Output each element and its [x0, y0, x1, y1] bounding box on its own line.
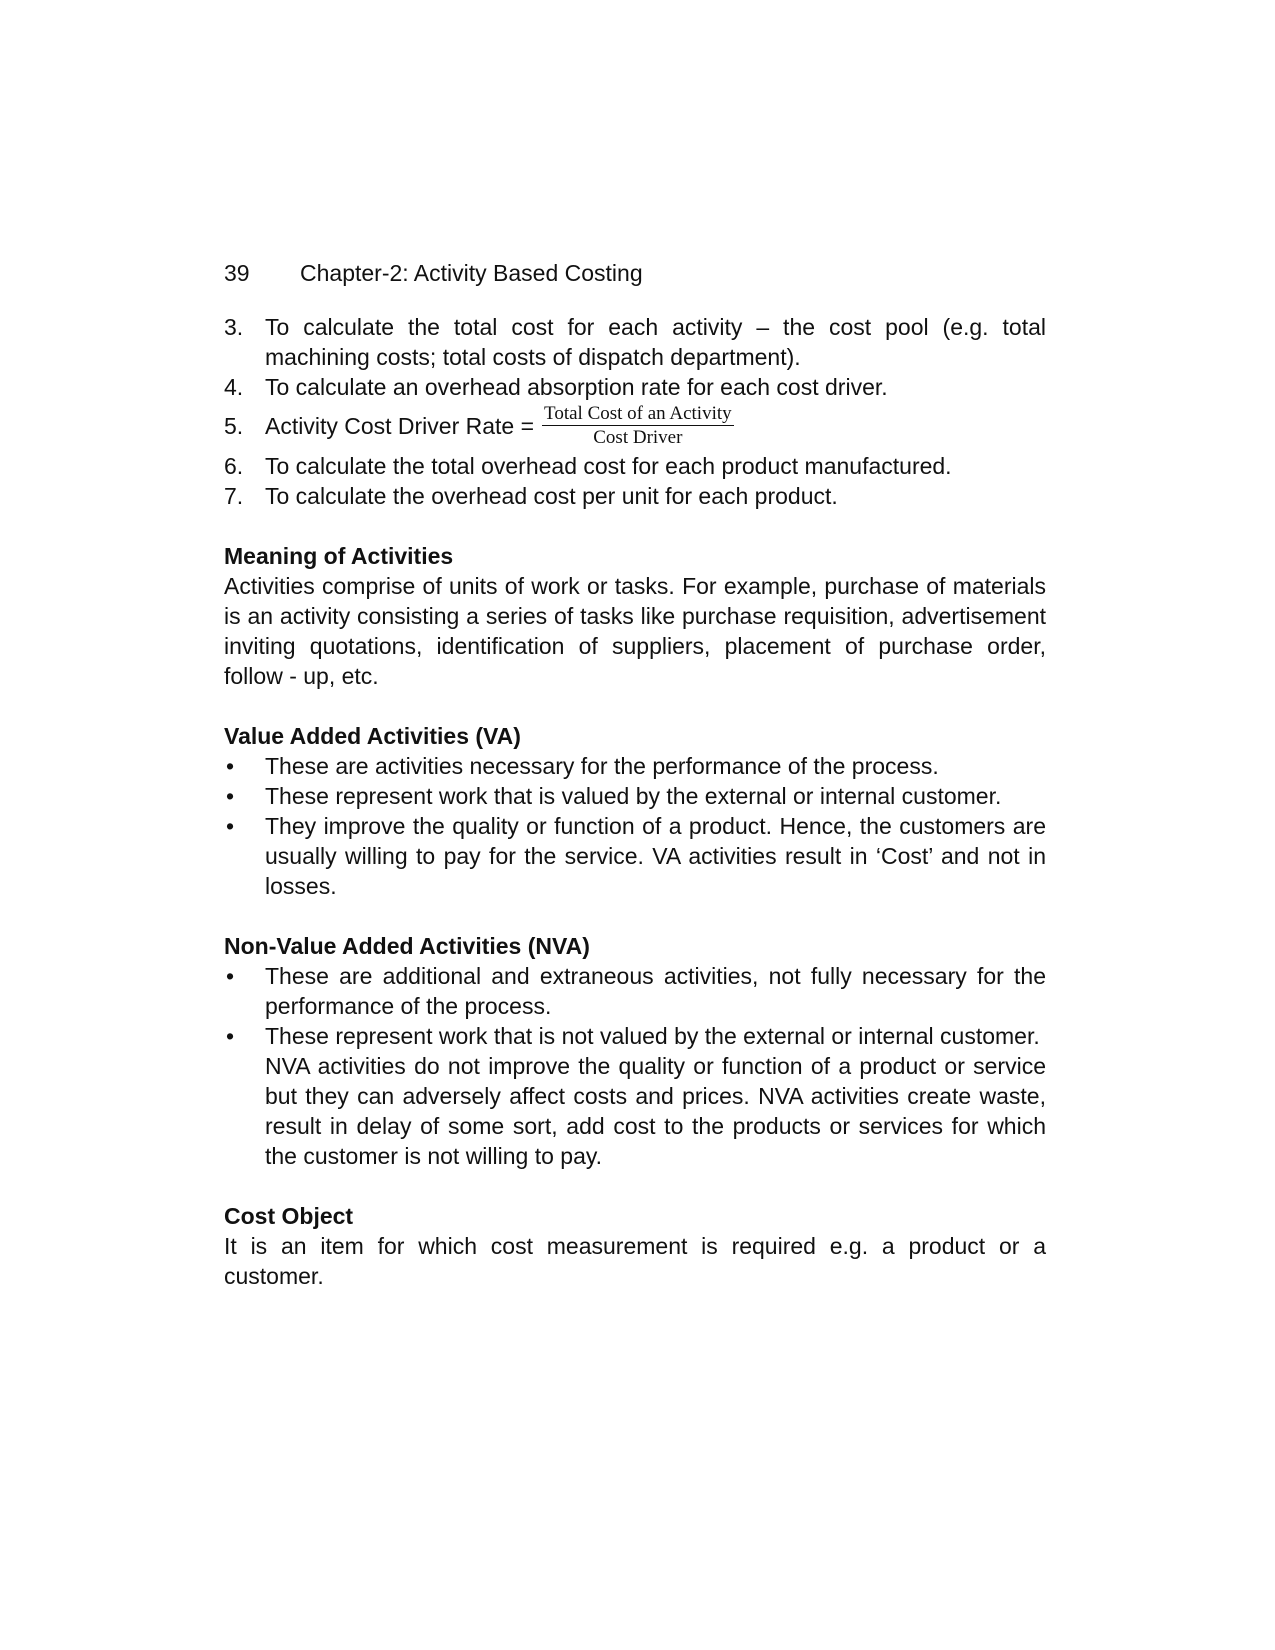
item-text: To calculate an overhead absorption rate for each cost driver. [265, 374, 888, 400]
list-item [224, 451, 1046, 481]
bullet-item [224, 811, 1046, 901]
page-header [224, 258, 1046, 288]
item-text: To calculate the overhead cost per unit for each product. [265, 483, 838, 509]
bullet-text: These represent work that is valued by the external or internal customer. [265, 783, 1002, 809]
bullet-icon: • [226, 1023, 235, 1049]
item-number: 4. [224, 374, 244, 400]
bullet-item [224, 751, 1046, 781]
item-number: 7. [224, 483, 244, 509]
bullet-text: They improve the quality or function of a product. Hence, the customers are usually willing to pay for the service. VA activities result in ‘Cost’ and not in losses. [265, 813, 1046, 899]
item-number: 5. [224, 413, 244, 439]
va-bullet-list [224, 751, 1046, 901]
cost-object-paragraph: It is an item for which cost measurement is required e.g. a product or a customer. [224, 1233, 1046, 1289]
formula-denominator: Cost Driver [593, 427, 683, 448]
bullet-text: These represent work that is not valued by the external or internal customer. [265, 1023, 1040, 1049]
bullet-text: These are activities necessary for the performance of the process. [265, 753, 939, 779]
section-heading-meaning: Meaning of Activities [224, 543, 454, 569]
bullet-icon: • [226, 783, 235, 809]
list-item [224, 372, 1046, 402]
document-page [224, 258, 1046, 1291]
bullet-text: These are additional and extraneous activities, not fully necessary for the performance of the process. [265, 963, 1046, 1019]
steps-list [224, 312, 1046, 511]
item-number: 3. [224, 314, 244, 340]
section-heading-nva: Non-Value Added Activities (NVA) [224, 933, 590, 959]
section-heading-cost-object: Cost Object [224, 1203, 354, 1229]
item-text: To calculate the total cost for each activity – the cost pool (e.g. total machining costs; total costs of dispatch department). [265, 314, 1046, 370]
formula-fraction [542, 403, 734, 449]
list-item [224, 481, 1046, 511]
bullet-item [224, 961, 1046, 1021]
item-text: To calculate the total overhead cost for each product manufactured. [265, 453, 952, 479]
bullet-item [224, 1021, 1046, 1051]
bullet-icon: • [226, 813, 235, 839]
meaning-paragraph: Activities comprise of units of work or tasks. For example, purchase of materials is an activity consisting a series of tasks like purchase requisition, advertisement inviting quotations, identification of suppliers, placement of purchase order, follow - up, etc. [224, 573, 1046, 689]
nva-note-paragraph: NVA activities do not improve the quality or function of a product or service but they can adversely affect costs and prices. NVA activities create waste, result in delay of some sort, add cost to the products or services for which the customer is not willing to pay. [265, 1053, 1046, 1169]
chapter-title: Chapter-2: Activity Based Costing [300, 260, 643, 286]
formula-label: Activity Cost Driver Rate = [265, 413, 535, 439]
bullet-item [224, 781, 1046, 811]
nva-bullet-list [224, 961, 1046, 1171]
item-number: 6. [224, 453, 244, 479]
list-item [224, 312, 1046, 372]
formula-item [224, 403, 1046, 449]
section-heading-va: Value Added Activities (VA) [224, 723, 521, 749]
bullet-icon: • [226, 753, 235, 779]
bullet-icon: • [226, 963, 235, 989]
page-number: 39 [224, 260, 250, 286]
formula-numerator: Total Cost of an Activity [544, 403, 732, 424]
